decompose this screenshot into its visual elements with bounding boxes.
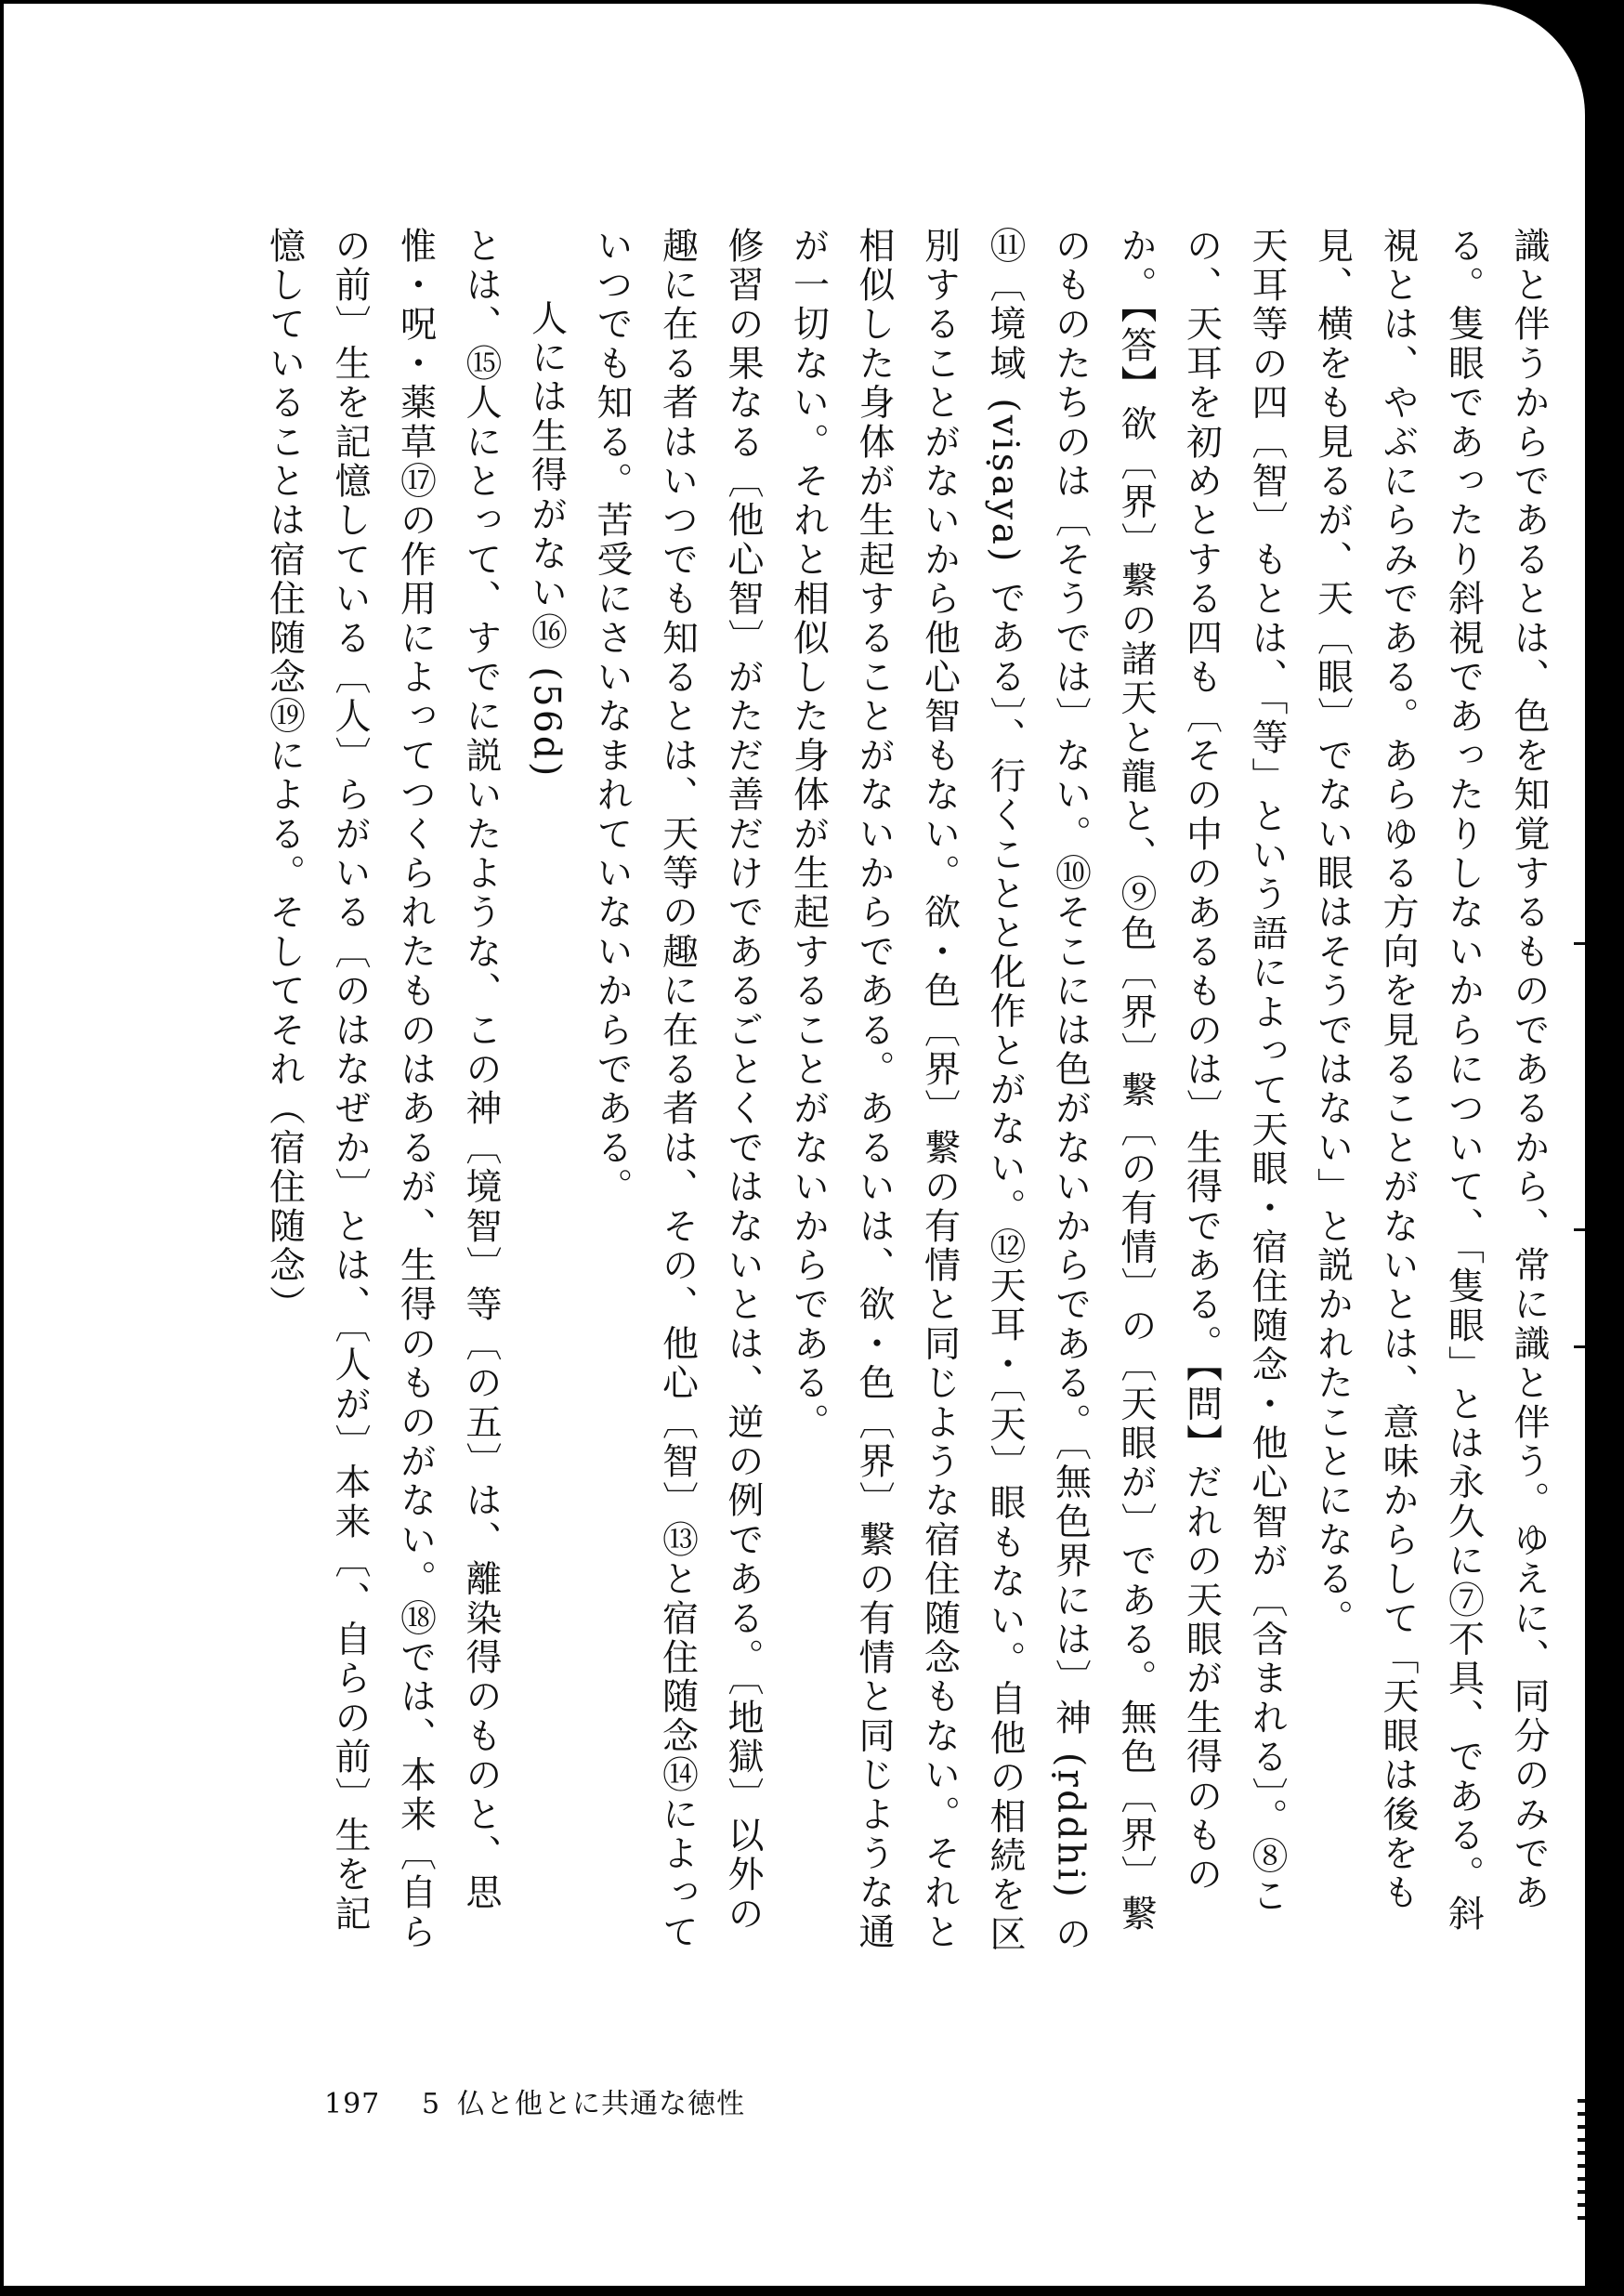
book-page <box>4 4 1585 2286</box>
paragraph: 天耳等の四〔智〕もとは、「等」という語によって天眼・宿住随念・他心智が〔含まれる〕。⑧この、天耳を初めとする四も〔その中のあるものは〕生得である。【問】だれの天眼が生得のものか。【答】欲〔界〕繋の諸天と龍と、⑨色〔界〕繋〔の有情〕の〔天眼が〕である。無色〔界〕繋のものたちのは〔そうでは〕ない。⑩そこには色がないからである。〔無色界には〕神 (ṛddhi) の⑪〔境域 (viṣaya) である〕、行くことと化作とがない。⑫天耳・〔天〕眼もない。自他の相続を区別することがないから他心智もない。欲・色〔界〕繋の有情と同じような宿住随念もない。それと相似した身体が生起することがないからである。あるいは、欲・色〔界〕繋の有情と同じような通が一切ない。それと相似した身体が生起することがないからである。 <box>787 227 1288 1955</box>
scan-edge-mark <box>1574 942 1585 945</box>
scan-edge-mark <box>1578 2099 1585 2229</box>
vertical-body-text <box>263 227 1561 1964</box>
page-number: 197 <box>324 2088 381 2120</box>
scan-edge-mark <box>1574 1345 1585 1348</box>
running-title: 仏と他とに共通な徳性 <box>457 2088 745 2120</box>
scan-edge-mark <box>1574 1228 1585 1231</box>
paragraph: 修習の果なる〔他心智〕がただ善だけであるごとくではないとは、逆の例である。〔地獄〕以外の趣に在る者はいつでも知るとは、天等の趣に在る者は、その、他心〔智〕⑬と宿住随念⑭によっていつでも知る。苦受にさいなまれていないからである。 <box>591 227 764 1952</box>
verse-heading: 人には生得がない⑯ (56d) <box>525 299 568 780</box>
paragraph: とは、⑮人にとって、すでに説いたような、この神〔境智〕等〔の五〕は、離染得のものと、思惟・呪・薬草⑰の作用によってつくられたものはあるが、生得のものがない。⑱では、本来〔自らの前〕生を記憶している〔人〕らがいる〔のはなぜか〕とは、〔人が〕本来〔、自らの前〕生を記憶していることは宿住随念⑲による。そしてそれ（宿住随念） <box>263 227 502 1952</box>
page-footer <box>324 2080 745 2121</box>
section-number: 5 <box>422 2088 441 2120</box>
paragraph: 識と伴うからであるとは、色を知覚するものであるから、常に識と伴う。ゆえに、同分のみである。隻眼であったり斜視であったりしないからについて、「隻眼」とは永久に⑦不具、である。斜視とは、やぶにらみである。あらゆる方向を見ることがないとは、意味からして「天眼は後をも見、横をも見るが、天〔眼〕でない眼はそうではない」と説かれたことになる。 <box>1311 227 1550 1935</box>
